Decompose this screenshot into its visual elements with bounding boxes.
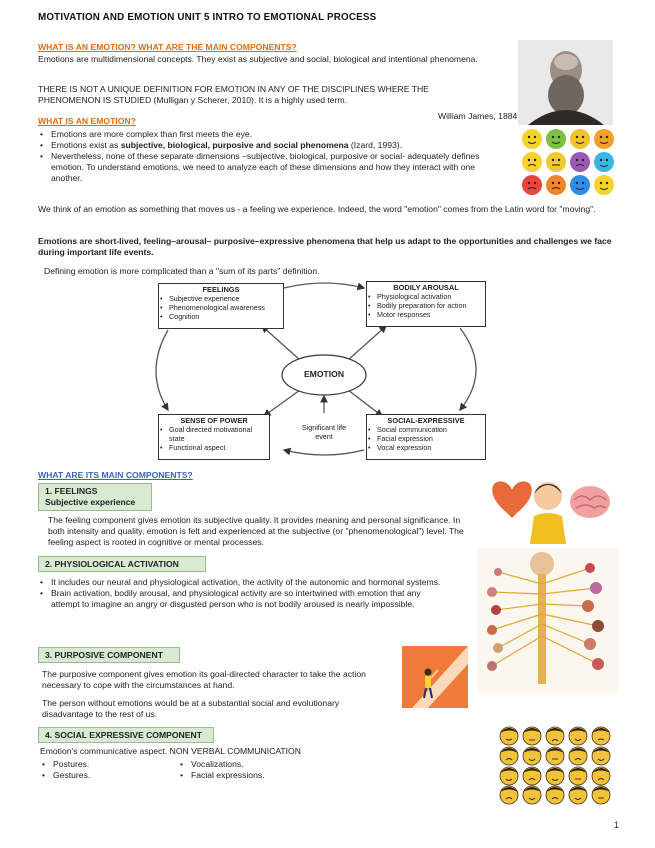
section-social-list-right [178, 759, 318, 781]
social-item: • Vocal expression [367, 443, 485, 452]
bodily-title: BODILY AROUSAL [393, 283, 459, 292]
section-feelings-subtitle: Subjective experience [45, 497, 136, 507]
diagram-center-label: EMOTION [303, 369, 345, 379]
feelings-title: FEELINGS [202, 285, 240, 294]
social-list-item: • Facial expressions. [178, 770, 318, 781]
bodily-arousal-box [366, 281, 486, 327]
social-title: SOCIAL-EXPRESSIVE [387, 416, 465, 425]
bodily-item: • Motor responses [367, 310, 485, 319]
social-list-item: • Gestures. [40, 770, 160, 781]
william-james-photo [518, 40, 613, 125]
section-purposive-text-1: The purposive component gives emotion its goal-directed character to take the action necessary to cope with the circumstances at hand. [42, 669, 366, 690]
nervous-system-illustration [478, 548, 618, 694]
intro-heading: WHAT IS AN EMOTION? WHAT ARE THE MAIN COMPONENTS? [38, 42, 297, 52]
expressions-grid [498, 725, 616, 805]
brain-icon [570, 486, 610, 518]
physiological-bullet-1: • It includes our neural and physiological activation, the activity of the autonomic and hormonal systems. [38, 577, 448, 588]
page-number: 1 [613, 820, 619, 830]
significant-event-label: Significant life event [301, 423, 347, 441]
power-item: • Goal directed motivational state [159, 425, 269, 443]
social-item: • Social communication [367, 425, 485, 434]
feelings-item: • Phenomenological awareness [159, 303, 283, 312]
power-title: SENSE OF POWER [180, 416, 248, 425]
intro-line-1: Emotions are multidimensional concepts. They exist as subjective and social, biological and intentional phenomena. [38, 54, 478, 64]
section-feelings-box [38, 483, 152, 511]
social-expressive-box [366, 414, 486, 460]
goal-illustration [402, 646, 468, 708]
feelings-item: • Cognition [159, 312, 283, 321]
section-physiological-list [38, 577, 448, 610]
what-is-bullet-1: • Emotions are more complex than first meets the eye. [38, 129, 498, 140]
heart-brain-illustration [478, 472, 618, 544]
defining-text: Defining emotion is more complicated than a "sum of its parts" definition. [44, 266, 320, 276]
feelings-item: • Subjective experience [159, 294, 283, 303]
emoji-faces-icon [522, 129, 614, 195]
emotion-definition: Emotions are short-lived, feeling–arousal– purposive–expressive phenomena that help us adapt to the opportunities and challenges we face during important life events. [38, 236, 612, 257]
what-is-heading: WHAT IS AN EMOTION? [38, 116, 136, 126]
section-feelings-title: 1. FEELINGS [45, 486, 98, 496]
section-purposive-title: 3. PURPOSIVE COMPONENT [38, 647, 180, 663]
what-is-list [38, 129, 498, 184]
heart-icon [492, 481, 532, 518]
physiological-bullet-2: • Brain activation, bodily arousal, and physiological activity are so intertwined with emotion that any attempt to imagine an angry or disgusted person who is not bodily aroused is nearly impossible. [38, 588, 448, 610]
emotion-diagram [150, 278, 490, 462]
section-social-list-left [40, 759, 160, 781]
section-purposive-text-2: The person without emotions would be at a substantial social and evolutionary disadvantage to the rest of us. [42, 698, 340, 719]
sense-of-power-box [158, 414, 270, 460]
section-social-text: Emotion's communicative aspect. NON VERBAL COMMUNICATION [40, 746, 301, 756]
section-feelings-text: The feeling component gives emotion its subjective quality. It provides meaning and personal significance. In both intensity and quality, emotion is felt and experienced at the subjective (or "phenomenological") level. The feeling aspect is rooted in cognitive or mental processes. [48, 515, 464, 547]
section-social-title: 4. SOCIAL EXPRESSIVE COMPONENT [38, 727, 214, 743]
document-title: MOTIVATION AND EMOTION UNIT 5 INTRO TO EMOTIONAL PROCESS [38, 12, 377, 23]
bodily-item: • Bodily preparation for action [367, 301, 485, 310]
intro-line-2: THERE IS NOT A UNIQUE DEFINITION FOR EMOTION IN ANY OF THE DISCIPLINES WHERE THE PHENOMENON IS STUDIED (Mulligan y Scherer, 2010). It is a highly used term. [38, 84, 429, 105]
what-is-bullet-2: • Emotions exist as subjective, biological, purposive and social phenomena (Izard, 1993). [38, 140, 498, 151]
social-list-item: • Postures. [40, 759, 160, 770]
components-heading: WHAT ARE ITS MAIN COMPONENTS? [38, 470, 193, 480]
power-item: • Functional aspect [159, 443, 269, 452]
bodily-item: • Physiological activation [367, 292, 485, 301]
social-item: • Facial expression [367, 434, 485, 443]
social-list-item: • Vocalizations. [178, 759, 318, 770]
section-physiological-title: 2. PHYSIOLOGICAL ACTIVATION [38, 556, 206, 572]
moving-text: We think of an emotion as something that moves us - a feeling we experience. Indeed, the word "emotion" comes from the Latin word for "moving". [38, 204, 596, 214]
photo-caption: William James, 1884 [438, 111, 518, 121]
feelings-box [158, 283, 284, 329]
what-is-bullet-3: • Nevertheless, none of these separate dimensions –subjective, biological, purposive or social- adequately defines emotion. To understand emotions, we need to analyze each of these dimensions and how they interact with one another. [38, 151, 498, 184]
facial-expressions-icon [498, 725, 616, 805]
emoji-grid [520, 128, 620, 196]
